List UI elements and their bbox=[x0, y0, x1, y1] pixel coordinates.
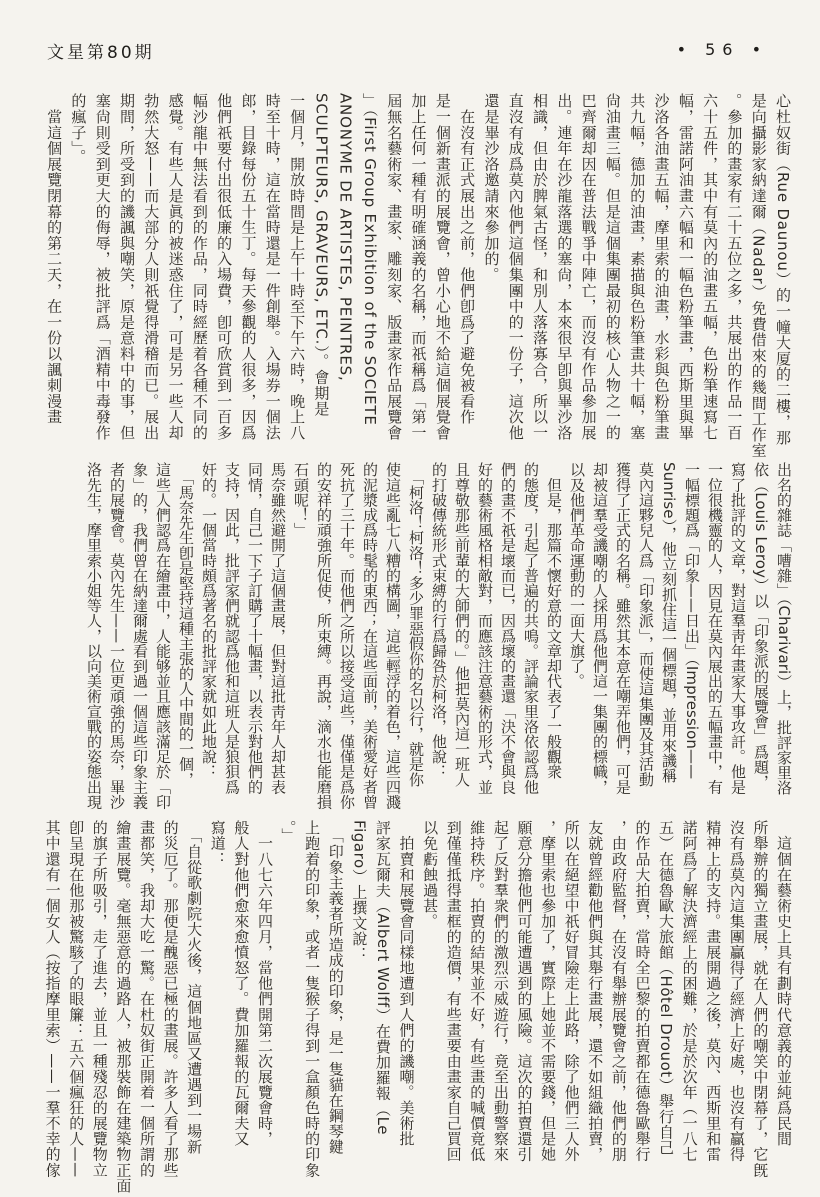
text-column: 依（Louis Leroy）以「印象派的展覽會」爲題， bbox=[752, 462, 770, 790]
text-column: 莫內這夥兒人爲「印象派」，而使這集團及其活動 bbox=[637, 462, 655, 787]
text-column: 的災厄了。那便是醜惡已極的畫展。許多人看了那些 bbox=[161, 820, 180, 1178]
text-column: 屆無名藝術家、畫家、雕刻家、版畫家作品展覽會 bbox=[385, 93, 404, 441]
text-column: 出名的雜誌「嘈雜」（Charivari）上，批評家里洛 bbox=[775, 462, 793, 796]
text-column: 般人對他們愈來愈憤怒了。費加羅報的瓦爾夫又 bbox=[232, 820, 251, 1147]
text-column: 共九幅，德加的油畫，素描與色粉筆畫共十幅，塞 bbox=[628, 93, 647, 441]
text-column: 評家瓦爾夫（Albert Wolff）在費加羅報（Le bbox=[373, 820, 392, 1136]
text-column: SCULPTEURS, GRAVEURS, ETC.）。會期是 bbox=[312, 93, 331, 417]
text-column: 「馬奈先生卽是堅持這種主張的人中間的一個， bbox=[177, 462, 195, 787]
text-column: 心杜奴街（Rue Daunou）的一幢大厦的二樓，那 bbox=[774, 93, 792, 446]
text-column: 五）在德魯歐大旅館（Hôtel Drouot）舉行自己 bbox=[657, 820, 676, 1156]
text-column: 却被這羣受譏嘲的人採用爲他們這一集團的標幟， bbox=[591, 462, 609, 795]
text-column: 是向攝影家納達爾（Nadar）免費借來的幾間工作室 bbox=[749, 93, 768, 459]
text-column: 「柯洛！柯洛！多少罪惡假你的名以行，就是你 bbox=[407, 462, 425, 787]
text-column: 六十五件，其中有莫內的油畫五幅，色粉筆速寫七 bbox=[701, 93, 720, 441]
text-column: 巴齊爾却因在普法戰爭中陣亡，而沒有作品參加展 bbox=[579, 93, 598, 441]
page-number: • 56 • bbox=[676, 40, 768, 59]
text-column: 象」的，我們曾在納達爾處看到過一個這些印象主義 bbox=[131, 462, 149, 810]
text-column: 死抗了三十年。而他們之所以接受這些，僅僅是爲你 bbox=[338, 462, 356, 810]
text-column: 所舉辦的獨立畫展，就在人們的嘲笑中閉幕了，它旣 bbox=[751, 820, 770, 1178]
text-column: 起了反對羣衆們的激烈示威遊行，竟至出動警察來 bbox=[491, 820, 510, 1163]
text-column: 所以在絕望中祇好冒險走上此路，除了他們三人外 bbox=[562, 820, 581, 1163]
text-column: 幅，雷諾阿油畫六幅和一幅色粉筆畫，西斯里與畢 bbox=[676, 93, 695, 441]
text-band-top bbox=[42, 93, 795, 457]
text-column: 同情，自己一下子訂購了十幅畫，以表示對他們的 bbox=[246, 462, 264, 795]
text-column: 感覺。有些人是眞的被迷惑住了，可是另一些人却 bbox=[166, 93, 185, 441]
text-column: 這個在藝術史上具有劃時代意義的並純爲民間 bbox=[775, 820, 793, 1147]
text-column: 一幅標題爲「印象——日出」（Impression—— bbox=[683, 462, 701, 780]
text-column: 的安祥的頑強所促使，所束縛。再說，滴水也能磨損 bbox=[315, 462, 333, 810]
text-column: 「印象主義者所造成的印象，是一隻貓在鋼琴鍵 bbox=[326, 820, 345, 1155]
text-column: 馬奈雖然避開了這個畫展，但對這批靑年人却甚表 bbox=[269, 462, 287, 795]
text-column: 維持秩序。拍賣的結果並不好，有些畫的喊價竟低 bbox=[468, 820, 487, 1163]
text-column: 寫道： bbox=[208, 820, 227, 867]
text-column: 拍賣和展覽會同樣地遭到人們的譏嘲。美術批 bbox=[397, 820, 416, 1147]
text-band-bottom bbox=[40, 820, 795, 1194]
text-column: 諾阿爲了解決濟經上的困難，於是於次年（一八七 bbox=[680, 820, 699, 1163]
text-column: 一位很機靈的人，因見在莫內展出的五幅畫中，有 bbox=[706, 462, 724, 795]
text-column: 願意分擔他們可能遭遇到的風險。這次的拍賣還引 bbox=[515, 820, 534, 1163]
text-column: 的泥漿成爲時髦的東西；在這些面前，美術愛好者曾 bbox=[361, 462, 379, 810]
text-column: 石頭呢！」 bbox=[292, 462, 310, 538]
text-column: 尙油畫三幅。但是這個集團最初的核心人物之一的 bbox=[603, 93, 622, 441]
text-column: 繪畫展覽。毫無惡意的過路人，被那裝飾在建築物正面 bbox=[114, 820, 133, 1194]
text-column: 畫都笑，我却大吃一驚。在杜奴街正開着一個所謂的 bbox=[137, 820, 156, 1178]
text-column: 「自從歌劇院大火後，這個地區又遭遇到一場新 bbox=[185, 820, 204, 1155]
text-column: 卽呈現在他那被驚駭了的眼簾：五六個瘋狂的人—— bbox=[67, 820, 86, 1178]
text-column: 的打破傳統形式束縛的行爲歸咎於柯洛，他說： bbox=[430, 462, 448, 780]
text-column: 洛先生，摩里索小姐等人，以向美術宣戰的姿態出現 bbox=[85, 462, 103, 810]
text-column: 在沒有正式展出之前，他們卽爲了避免被看作 bbox=[458, 93, 477, 425]
text-column: 沙洛各油畫五幅，摩里索的油畫，水彩與色粉筆畫 bbox=[652, 93, 671, 441]
text-column: 這些人們認爲在繪畫中，人能够並且應該滿足於「印 bbox=[154, 462, 172, 810]
text-column: 一個月，開放時間是上午十時至下午六時，晚上八 bbox=[288, 93, 307, 441]
text-column: 」（First Group Exhibition of the SOCIETE bbox=[360, 93, 379, 426]
text-column: 的作品大拍賣，當時全巴黎的拍賣都在德魯歐舉行 bbox=[633, 820, 652, 1163]
text-column: 沒有爲莫內這集團贏得了經濟上好處，也沒有贏得 bbox=[727, 820, 746, 1163]
text-column: 期間，所受到的譏諷與嘲笑，原是意料中的事，但 bbox=[117, 93, 136, 441]
text-column: 到僅僅抵得畫框的造價，有些畫要由畫家自己買回 bbox=[444, 820, 463, 1163]
text-column: 時至十時，這在當時還是一件創舉。入場券一個法 bbox=[263, 93, 282, 441]
text-column: 使這些亂七八糟的構圖，這些輕浮的着色，這些四濺 bbox=[384, 462, 402, 810]
text-column: 他們祇要付出很低廉的入場費，卽可欣賞到一百多 bbox=[215, 93, 234, 441]
text-column: 且尊敬那些前輩的大師們的。」他把莫內這一班人 bbox=[453, 462, 471, 787]
text-column: 友就曾經勸他們與其舉行畫展，還不如組織拍賣， bbox=[586, 820, 605, 1163]
text-column: 支持，因此，批評家們就認爲他和這班人是狼狽爲 bbox=[223, 462, 241, 795]
text-column: ANONYME DE ARTISTES, PEINTRES, bbox=[336, 93, 355, 382]
text-column: 一八七六年四月，當他們開第二次展覽會時， bbox=[255, 820, 274, 1147]
text-column: 精神上的支持。畫展開過之後，莫內、西斯里和雷 bbox=[704, 820, 723, 1163]
text-column: 是一個新畫派的展覽會，曾小心地不給這個展覺會 bbox=[433, 93, 452, 441]
text-column: Sunrise），他立刻抓住這一個標題，並用來譏稱 bbox=[660, 462, 678, 783]
text-column: 奸的。一個當時頗爲著名的批評家就如此地說： bbox=[200, 462, 218, 780]
text-column: Figaro）上撰文說： bbox=[350, 820, 369, 963]
text-column: 的旗子所吸引，走了進去，並且一種殘忍的展覽物立 bbox=[90, 820, 109, 1178]
text-column: 當這個展覽閉幕的第二天，在一份以諷刺漫畫 bbox=[45, 93, 64, 425]
text-column: 上跑着的印象，或者一隻猴子得到一盒顏色時的印象 bbox=[303, 820, 322, 1178]
text-column: 加上任何一種有明確涵義的名稱，而祇稱爲「第一 bbox=[409, 93, 428, 441]
text-column: 寫了批評的文章，對這羣靑年畫家大事攻訐。他是 bbox=[729, 462, 747, 795]
text-column: 還是畢沙洛邀請來參加的。 bbox=[482, 93, 501, 283]
text-column: 以免虧蝕過甚。 bbox=[421, 820, 440, 929]
text-column: 。」 bbox=[279, 820, 298, 844]
text-column: 幅沙龍中無法看到的作品，同時經歷着各種不同的 bbox=[190, 93, 209, 441]
text-column: 相識，但由於脾氣古怪，和別人落落寡合，所以一 bbox=[531, 93, 550, 441]
text-column: 勃然大怒——而大部分人則祇覺得滑稽而已。展出 bbox=[142, 93, 161, 441]
text-column: 獲得了正式的名稱。雖然其本意在嘲弄他們，可是 bbox=[614, 462, 632, 795]
text-column: 好的藝術風格相敵對，而應該注意藝術的形式，並 bbox=[476, 462, 494, 795]
text-column: 其中還有一個女人（按指摩里索）——一羣不幸的傢 bbox=[43, 820, 62, 1178]
text-column: 但是，那篇不懷好意的文章却代表了一般觀衆 bbox=[545, 462, 563, 780]
text-column: ，摩里索也參加了，實際上她並不需要錢，但是她 bbox=[539, 820, 558, 1163]
text-column: 出。連年在沙龍落選的塞尙，本來很早卽與畢沙洛 bbox=[555, 93, 574, 441]
text-column: 的態度，引起了普遍的共鳴。評論家里洛依認爲他 bbox=[522, 462, 540, 795]
text-column: 們的畫不祇是壞而已，因爲壞的畫還「決不會與良 bbox=[499, 462, 517, 795]
text-column: ，由政府監督，在沒有舉辦展覽會之前，他們的朋 bbox=[609, 820, 628, 1163]
text-band-middle bbox=[82, 462, 795, 810]
journal-title: 文星第80期 bbox=[47, 43, 155, 63]
text-column: 者的展覽會。莫內先生——一位更頑強的馬奈，畢沙 bbox=[108, 462, 126, 810]
text-column: 直沒有成爲莫內他們這個集團中的一份子，這次他 bbox=[506, 93, 525, 441]
text-column: 塞尙則受到更大的侮辱，被批評爲「酒精中毒發作 bbox=[93, 93, 112, 441]
text-column: 的瘋子」。 bbox=[69, 93, 88, 165]
text-column: 以及他們革命運動的一面大旗了。 bbox=[568, 462, 586, 689]
text-column: 郎，目錄每份五十生丁。每天參觀的人很多，因爲 bbox=[239, 93, 258, 441]
text-column: 。參加的畫家有二十五位之多，共展出的作品一百 bbox=[725, 93, 744, 441]
